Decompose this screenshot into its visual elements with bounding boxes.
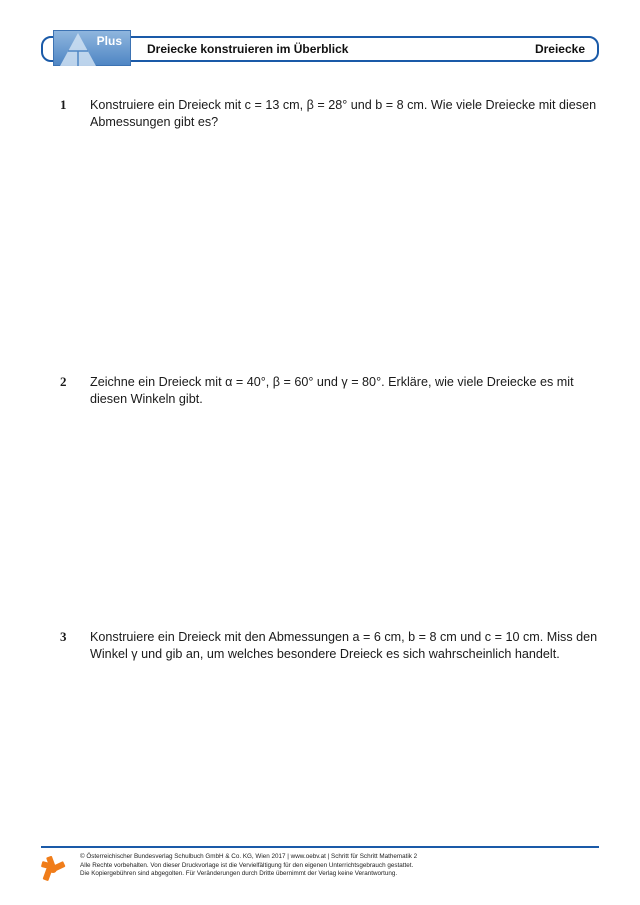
task-number: 2	[60, 374, 67, 389]
task-number: 3	[60, 629, 67, 644]
footer-copyright	[80, 853, 580, 879]
publisher-logo-icon	[40, 855, 66, 888]
worksheet-title: Dreiecke konstruieren im Überblick	[147, 42, 349, 56]
logo-label: Plus	[96, 34, 122, 48]
task-number: 1	[60, 97, 67, 112]
footer-line-1: © Österreichischer Bundesverlag Schulbuch GmbH & Co. KG, Wien 2017 | www.oebv.at | Schritt für Schritt Mathematik 2	[80, 853, 418, 860]
plus-logo	[53, 30, 131, 66]
task-text: Konstruiere ein Dreieck mit c = 13 cm, β = 28° und b = 8 cm. Wie viele Dreiecke mit diesen Abmessungen gibt es?	[90, 98, 597, 129]
footer-line-2: Alle Rechte vorbehalten. Von dieser Druckvorlage ist die Vervielfältigung für den eigenen Unterrichtsgebrauch gestattet.	[80, 861, 414, 869]
task-text: Zeichne ein Dreieck mit α = 40°, β = 60° und γ = 80°. Erkläre, wie viele Dreiecke es mit diesen Winkeln gibt.	[90, 375, 574, 406]
footer-divider	[41, 846, 599, 848]
topic-label: Dreiecke	[534, 42, 585, 56]
footer-line-3: Die Kopiergebühren sind abgegolten. Für Veränderungen durch Dritte übernimmt der Verlag keine Verantwortung.	[80, 870, 398, 877]
task-text: Konstruiere ein Dreieck mit den Abmessungen a = 6 cm, b = 8 cm und c = 10 cm. Miss den Winkel γ und gib an, um welches besondere Dreieck es sich wahrscheinlich handelt.	[90, 630, 598, 661]
